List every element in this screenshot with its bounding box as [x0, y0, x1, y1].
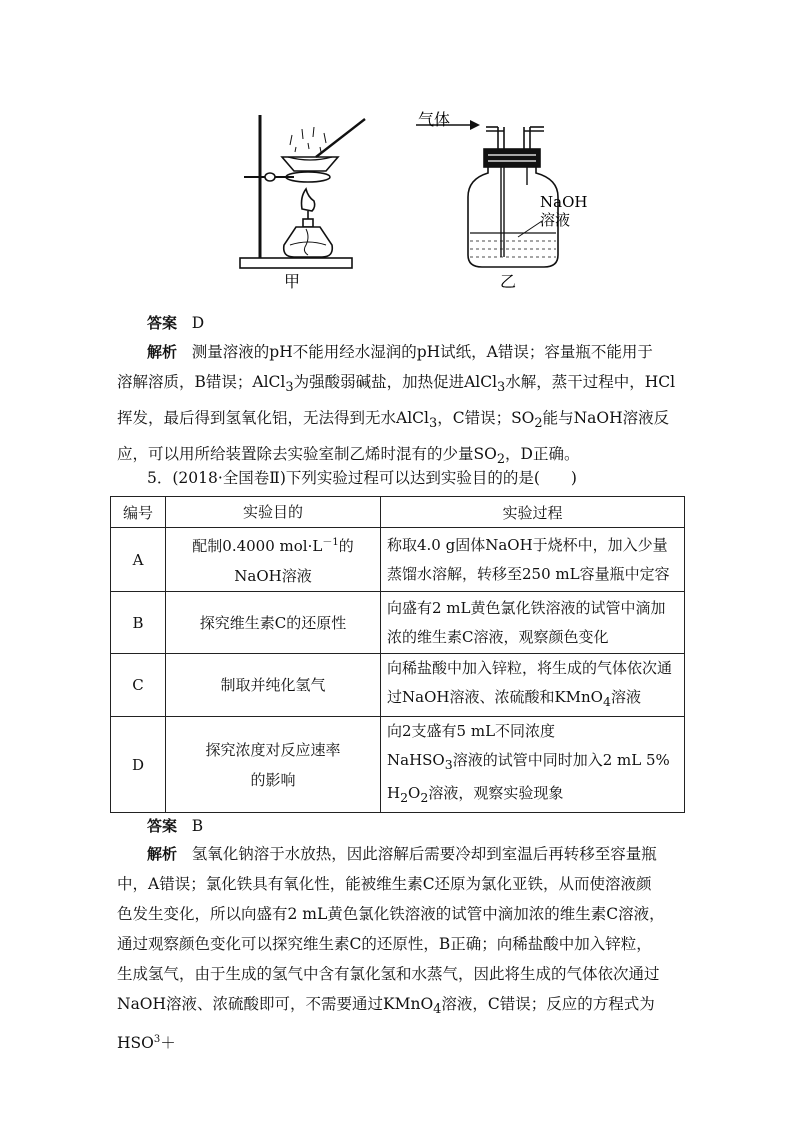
q4-answer-value: D: [191, 314, 205, 332]
q4-sub-3b: 2: [534, 416, 543, 432]
row-id: D: [111, 717, 166, 813]
goal-a-1: 配制0.4000 mol·L: [192, 537, 323, 555]
q4-text-2b: 为强酸弱碱盐，加热促进AlCl: [293, 373, 498, 391]
proc-b-2: 浓的维生素C溶液，观察颜色变化: [387, 627, 609, 646]
header-process: 实验过程: [381, 497, 685, 528]
q5-text-2: 中，A错误；氯化铁具有氧化性，能被维生素C还原为氯化亚铁，从而使溶液颜: [117, 875, 652, 893]
table-row: [111, 592, 685, 654]
proc-d-3b: O: [408, 784, 421, 802]
row-id: A: [111, 528, 166, 592]
q5-answer-value: B: [191, 817, 204, 835]
q5-text-3: 色发生变化，所以向盛有2 mL黄色氯化铁溶液的试管中滴加浓的维生素C溶液，: [117, 905, 665, 923]
q4-text-4a: 应，可以用所给装置除去实验室制乙烯时混有的少量SO: [117, 445, 497, 464]
label-gas: 气体: [418, 110, 451, 129]
q5-analysis-line6: [117, 989, 682, 1058]
proc-c-2b: 溶液: [610, 688, 641, 706]
proc-d-3sub1: 2: [400, 790, 409, 805]
q5-stem: 5．(2018·全国卷Ⅱ)下列实验过程可以达到实验目的的是( ): [147, 469, 577, 487]
proc-d-2b: 溶液的试管中同时加入2 mL 5%: [452, 751, 670, 769]
label-yi: 乙: [499, 272, 517, 291]
q5-analysis-line1: [117, 839, 682, 869]
gas-washing-bottle: [416, 120, 558, 267]
q5-answer-label: 答案: [147, 817, 178, 835]
table-row: [111, 717, 685, 813]
row-id: B: [111, 592, 166, 654]
q5-sub-6: 4: [433, 1002, 442, 1018]
label-naoh: NaOH: [540, 193, 588, 211]
q4-text-2a: 溶解溶质，B错误；AlCl: [117, 373, 286, 391]
goal-d-1: 探究浓度对反应速率: [205, 740, 341, 759]
row-goal: 制取并纯化氢气: [166, 654, 381, 717]
q4-analysis-label: 解析: [147, 343, 178, 361]
q4-answer: [147, 312, 204, 333]
q4-sub-4a: 2: [496, 452, 506, 468]
proc-b-1: 向盛有2 mL黄色氯化铁溶液的试管中滴加: [387, 598, 666, 617]
header-no: 编号: [111, 497, 166, 528]
q5-text-1: 氢氧化钠溶于水放热，因此溶解后需要冷却到室温后再转移至容量瓶: [191, 845, 657, 863]
q5-text-4: 通过观察颜色变化可以探究维生素C的还原性，B正确；向稀盐酸中加入锌粒，: [117, 935, 652, 953]
q4-text-1: 测量溶液的pH不能用经水湿润的pH试纸，A错误；容量瓶不能用于: [191, 343, 653, 361]
q4-text-3b: ，C错误；SO: [437, 409, 535, 428]
q4-analysis-line2: [117, 367, 682, 403]
q4-text-3c: 能与NaOH溶液反: [542, 409, 670, 428]
q5-answer: [147, 815, 203, 836]
proc-c-sub: 4: [602, 694, 611, 709]
row-process: [381, 592, 685, 654]
q4-answer-label: 答案: [147, 314, 178, 332]
goal-d-2: 的影响: [250, 770, 296, 789]
label-jia: 甲: [283, 272, 301, 291]
q5-text-5: 生成氢气，由于生成的氢气中含有氯化氢和水蒸气，因此将生成的气体依次通过: [117, 965, 660, 983]
row-goal: [166, 528, 381, 592]
proc-a-2: 蒸馏水溶解，转移至250 mL容量瓶中定容: [387, 564, 670, 583]
q5-text-6b: 溶液，C错误；反应的方程式为HSO: [117, 995, 655, 1053]
q4-sub-2b: 3: [497, 380, 506, 396]
q5-analysis-label: 解析: [147, 845, 178, 863]
goal-a-1b: 的: [338, 537, 354, 555]
table-row: [111, 528, 685, 592]
header-goal: 实验目的: [166, 497, 381, 528]
row-process: [381, 528, 685, 592]
row-process: [381, 717, 685, 813]
experiment-table: [110, 496, 685, 813]
q4-text-3a: 挥发，最后得到氢氧化铝，无法得到无水AlCl: [117, 409, 429, 428]
q4-text-2c: 水解，蒸干过程中，HCl: [505, 373, 676, 391]
row-process: [381, 654, 685, 717]
goal-a-sup: －1: [322, 537, 339, 548]
row-goal: 探究维生素C的还原性: [166, 592, 381, 654]
apparatus-figure: [230, 105, 588, 295]
label-solution: 溶液: [540, 211, 571, 229]
proc-c-1: 向稀盐酸中加入锌粒，将生成的气体依次通: [387, 659, 673, 677]
proc-a-1: 称取4.0 g固体NaOH于烧杯中，加入少量: [387, 535, 668, 554]
q5-analysis: [117, 839, 682, 1058]
q4-sub-3a: 3: [428, 416, 438, 432]
table-header-row: [111, 497, 685, 528]
q4-analysis-line3: [117, 403, 682, 439]
proc-d-3: H: [387, 784, 401, 802]
q4-analysis: [117, 337, 682, 475]
proc-d-3sub2: 2: [420, 790, 429, 805]
proc-d-2: NaHSO: [387, 751, 445, 769]
q5-text-6c: ＋: [160, 1034, 176, 1053]
evaporation-apparatus: [240, 115, 365, 268]
q4-analysis-line1: [117, 337, 682, 367]
row-id: C: [111, 654, 166, 717]
q4-sub-2a: 3: [285, 380, 294, 396]
proc-d-1: 向2支盛有5 mL不同浓度: [387, 722, 556, 740]
proc-d-3c: 溶液，观察实验现象: [428, 784, 564, 802]
proc-d-2sub: 3: [444, 757, 453, 772]
goal-a-2: NaOH溶液: [234, 567, 312, 585]
row-goal: [166, 717, 381, 813]
q5-text-6a: NaOH溶液、浓硫酸即可，不需要通过KMnO: [117, 995, 434, 1013]
q4-text-4b: ，D正确。: [505, 445, 580, 464]
table-row: [111, 654, 685, 717]
q5-sup-6: 3: [153, 1034, 161, 1046]
proc-c-2a: 过NaOH溶液、浓硫酸和KMnO: [387, 688, 603, 706]
